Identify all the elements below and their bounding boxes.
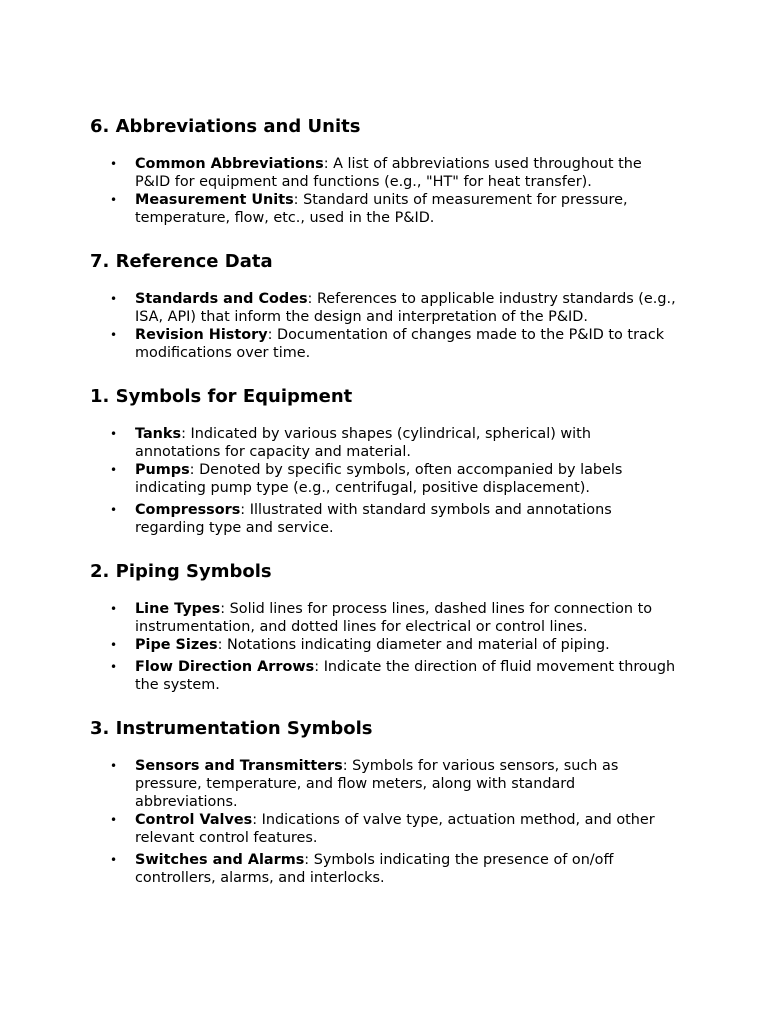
section-abbreviations-units [90, 116, 678, 227]
list-item [110, 851, 678, 887]
list-item [110, 155, 678, 191]
item-text: : Illustrated with standard symbols and annotations regarding type and service. [135, 502, 612, 536]
item-term: Revision History [135, 327, 268, 343]
bullet-icon: • [110, 813, 118, 827]
list-item [110, 290, 678, 326]
item-text: : Indications of valve type, actuation method, and other relevant control features. [135, 812, 655, 846]
item-term: Tanks [135, 426, 182, 442]
bullet-icon: • [110, 759, 118, 773]
item-term: Flow Direction Arrows [135, 659, 315, 675]
item-term: Pipe Sizes [135, 637, 218, 653]
bullet-icon: • [110, 660, 118, 674]
section-title: 3. Instrumentation Symbols [90, 718, 373, 739]
bullet-list [90, 600, 678, 694]
bullet-list [90, 425, 678, 537]
bullet-list [90, 155, 678, 227]
item-text: : Symbols for various sensors, such as pressure, temperature, and flow meters, along with standard abbreviations. [135, 758, 619, 810]
bullet-list [90, 757, 678, 887]
list-item [110, 636, 678, 654]
bullet-icon: • [110, 427, 118, 441]
item-term: Compressors [135, 502, 241, 518]
section-title: 2. Piping Symbols [90, 561, 272, 582]
list-item [110, 658, 678, 694]
bullet-icon: • [110, 292, 118, 306]
item-term: Switches and Alarms [135, 852, 305, 868]
list-item [110, 326, 678, 362]
bullet-icon: • [110, 853, 118, 867]
list-item [110, 811, 678, 847]
list-item [110, 600, 678, 636]
section-instrumentation-symbols [90, 718, 678, 887]
item-text: : Denoted by specific symbols, often accompanied by labels indicating pump type (e.g., centrifugal, positive displacement). [135, 462, 623, 496]
list-item [110, 501, 678, 537]
item-text: : Standard units of measurement for pressure, temperature, flow, etc., used in the P&ID. [135, 192, 628, 226]
bullet-icon: • [110, 503, 118, 517]
bullet-list [90, 290, 678, 362]
bullet-icon: • [110, 463, 118, 477]
list-item [110, 191, 678, 227]
list-item [110, 425, 678, 461]
section-title: 6. Abbreviations and Units [90, 116, 361, 137]
section-title: 7. Reference Data [90, 251, 273, 272]
item-text: : Notations indicating diameter and material of piping. [217, 637, 610, 653]
item-text: : A list of abbreviations used throughout the P&ID for equipment and functions (e.g., "HT" for heat transfer). [135, 156, 642, 190]
item-text: : Documentation of changes made to the P&ID to track modifications over time. [135, 327, 665, 361]
list-item [110, 461, 678, 497]
section-piping-symbols [90, 561, 678, 694]
item-text: : Solid lines for process lines, dashed lines for connection to instrumentation, and dotted lines for electrical or control lines. [135, 601, 653, 635]
bullet-icon: • [110, 328, 118, 342]
bullet-icon: • [110, 602, 118, 616]
item-term: Common Abbreviations [135, 156, 324, 172]
item-text: : References to applicable industry standards (e.g., ISA, API) that inform the design and interpretation of the P&ID. [135, 291, 676, 325]
bullet-icon: • [110, 157, 118, 171]
item-text: : Indicated by various shapes (cylindrical, spherical) with annotations for capacity and material. [135, 426, 591, 460]
item-term: Standards and Codes [135, 291, 308, 307]
bullet-icon: • [110, 193, 118, 207]
item-term: Sensors and Transmitters [135, 758, 343, 774]
list-item [110, 757, 678, 811]
item-term: Control Valves [135, 812, 253, 828]
item-term: Line Types [135, 601, 221, 617]
section-symbols-equipment [90, 386, 678, 537]
section-reference-data [90, 251, 678, 362]
section-title: 1. Symbols for Equipment [90, 386, 353, 407]
item-term: Pumps [135, 462, 190, 478]
item-term: Measurement Units [135, 192, 294, 208]
item-text: : Indicate the direction of fluid movement through the system. [135, 659, 676, 693]
item-text: : Symbols indicating the presence of on/off controllers, alarms, and interlocks. [135, 852, 614, 886]
bullet-icon: • [110, 638, 118, 652]
